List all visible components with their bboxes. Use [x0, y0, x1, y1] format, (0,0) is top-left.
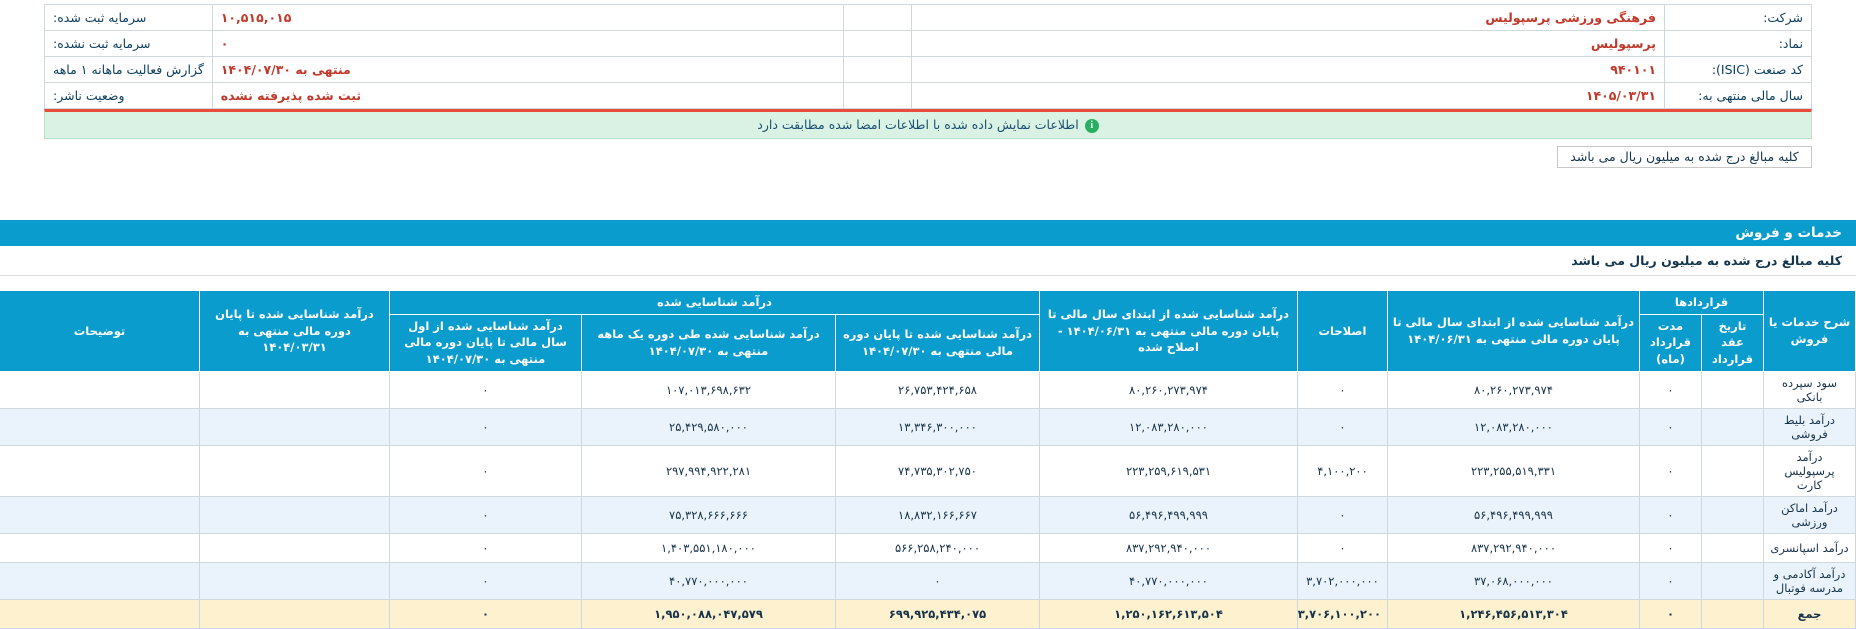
section-amount-unit-note: کلیه مبالغ درج شده به میلیون ریال می باشد — [0, 246, 1856, 276]
cell-total-prev-period-adj: ۱,۲۵۰,۱۶۲,۶۱۳,۵۰۴ — [1039, 599, 1297, 628]
table-row — [0, 496, 1856, 533]
cell-prev-period-adj: ۲۲۳,۲۵۹,۶۱۹,۵۳۱ — [1039, 445, 1297, 496]
cell-to-end-period: ۲۶,۷۵۳,۴۲۴,۶۵۸ — [835, 371, 1039, 408]
cell-prev-period-adj: ۱۲,۰۸۳,۲۸۰,۰۰۰ — [1039, 408, 1297, 445]
cell-total-to-end-period: ۶۹۹,۹۲۵,۴۳۴,۰۷۵ — [835, 599, 1039, 628]
cell-prev-period-adj: ۵۶,۴۹۶,۴۹۹,۹۹۹ — [1039, 496, 1297, 533]
cell-total-prev-year — [199, 599, 389, 628]
cell-month-period: ۲۵,۴۲۹,۵۸۰,۰۰۰ — [581, 408, 835, 445]
cell-prev-year — [199, 408, 389, 445]
company-value[interactable]: فرهنگی ورزشی پرسپولیس — [912, 5, 1665, 31]
table-total-row — [0, 599, 1856, 628]
cell-total-month-period: ۱,۹۵۰,۰۸۸,۰۴۷,۵۷۹ — [581, 599, 835, 628]
cell-from-start: ۰ — [389, 371, 581, 408]
cell-prev-year — [199, 445, 389, 496]
col-month-period: درآمد شناسایی شده طی دوره یک ماهه منتهی به ۱۴۰۴/۰۷/۳۰ — [581, 314, 835, 371]
info-row — [45, 31, 1812, 57]
fiscal-year-label: سال مالی منتهی به: — [1665, 83, 1812, 109]
cell-month-period: ۱,۴۰۳,۵۵۱,۱۸۰,۰۰۰ — [581, 533, 835, 562]
monthly-report-label: گزارش فعالیت ماهانه ۱ ماهه — [45, 57, 213, 83]
col-group-contracts: قراردادها — [1639, 291, 1763, 315]
cell-adjustments: ۰ — [1297, 496, 1387, 533]
issuer-status-label: وضعیت ناشر: — [45, 83, 213, 109]
cell-total-adjustments: ۳,۷۰۶,۱۰۰,۲۰۰ — [1297, 599, 1387, 628]
cell-contract-date — [1702, 408, 1764, 445]
cell-prev-year — [199, 533, 389, 562]
cell-prev-period-adj: ۴۰,۷۷۰,۰۰۰,۰۰۰ — [1039, 562, 1297, 599]
cell-to-end-period: ۱۳,۳۴۶,۳۰۰,۰۰۰ — [835, 408, 1039, 445]
company-info-block — [44, 4, 1812, 109]
cell-contract-date — [1702, 371, 1764, 408]
cell-total-from-start: ۰ — [389, 599, 581, 628]
table-row — [0, 445, 1856, 496]
cell-month-period: ۱۰۷,۰۱۳,۶۹۸,۶۳۲ — [581, 371, 835, 408]
cell-contract-len: ۰ — [1639, 496, 1701, 533]
cell-total-contract-len: ۰ — [1639, 599, 1701, 628]
cell-desc: درآمد آکادمی و مدرسه فوتبال — [1764, 562, 1856, 599]
info-row — [45, 5, 1812, 31]
col-contract-date: تاریخ عقد قرارداد — [1702, 314, 1764, 371]
section-title-services-sales: خدمات و فروش — [0, 220, 1856, 246]
cell-contract-len: ۰ — [1639, 533, 1701, 562]
cell-desc: درآمد اماکن ورزشی — [1764, 496, 1856, 533]
table-row — [0, 408, 1856, 445]
col-group-recognized: درآمد شناسایی شده — [389, 291, 1039, 315]
cell-prev-period: ۵۶,۴۹۶,۴۹۹,۹۹۹ — [1387, 496, 1639, 533]
cell-contract-len: ۰ — [1639, 562, 1701, 599]
cell-prev-period: ۲۲۳,۲۵۵,۵۱۹,۳۳۱ — [1387, 445, 1639, 496]
cell-desc: درآمد بلیط فروشی — [1764, 408, 1856, 445]
notice-text: اطلاعات نمایش داده شده با اطلاعات امضا شده مطابقت دارد — [757, 117, 1079, 132]
cell-to-end-period: ۷۴,۷۳۵,۳۰۲,۷۵۰ — [835, 445, 1039, 496]
cell-desc: درآمد پرسپولیس کارت — [1764, 445, 1856, 496]
amount-unit-note: کلیه مبالغ درج شده به میلیون ریال می باشد — [1557, 146, 1812, 168]
col-from-start: درآمد شناسایی شده از اول سال مالی تا پایان دوره مالی منتهی به ۱۴۰۴/۰۷/۳۰ — [389, 314, 581, 371]
col-prev-period-adjusted: درآمد شناسایی شده از ابتدای سال مالی تا پایان دوره مالی منتهی به ۱۴۰۴/۰۶/۳۱ - اصلاح شده — [1039, 291, 1297, 372]
cell-prev-year — [199, 562, 389, 599]
header-group-row — [0, 291, 1856, 315]
fiscal-year-value: ۱۴۰۵/۰۳/۳۱ — [912, 83, 1665, 109]
cell-contract-date — [1702, 496, 1764, 533]
spacer-cell — [843, 57, 911, 83]
cell-from-start: ۰ — [389, 533, 581, 562]
cell-from-start: ۰ — [389, 408, 581, 445]
cell-adjustments: ۰ — [1297, 533, 1387, 562]
cell-total-label: جمع — [1764, 599, 1856, 628]
col-notes: توضیحات — [0, 291, 199, 372]
cell-prev-year — [199, 371, 389, 408]
col-service-desc: شرح خدمات یا فروش — [1764, 291, 1856, 372]
cell-notes — [0, 533, 199, 562]
cell-contract-len: ۰ — [1639, 445, 1701, 496]
col-adjustments: اصلاحات — [1297, 291, 1387, 372]
issuer-status-value: ثبت شده پذیرفته نشده — [212, 83, 843, 109]
info-row — [45, 83, 1812, 109]
cell-from-start: ۰ — [389, 445, 581, 496]
cell-prev-period-adj: ۸۳۷,۲۹۲,۹۴۰,۰۰۰ — [1039, 533, 1297, 562]
period-end-value: منتهی به ۱۴۰۴/۰۷/۳۰ — [212, 57, 843, 83]
cell-prev-year — [199, 496, 389, 533]
cell-notes — [0, 562, 199, 599]
cell-notes — [0, 408, 199, 445]
cell-prev-period: ۳۷,۰۶۸,۰۰۰,۰۰۰ — [1387, 562, 1639, 599]
cell-month-period: ۷۵,۳۲۸,۶۶۶,۶۶۶ — [581, 496, 835, 533]
report-page — [0, 4, 1856, 621]
cell-from-start: ۰ — [389, 496, 581, 533]
symbol-value[interactable]: پرسپولیس — [912, 31, 1665, 57]
cell-desc: سود سپرده بانکی — [1764, 371, 1856, 408]
cell-prev-period: ۸۰,۲۶۰,۲۷۳,۹۷۴ — [1387, 371, 1639, 408]
cell-total-contract-date — [1702, 599, 1764, 628]
registered-capital-value: ۱۰,۵۱۵,۰۱۵ — [212, 5, 843, 31]
spacer-cell — [843, 31, 911, 57]
cell-prev-period: ۱۲,۰۸۳,۲۸۰,۰۰۰ — [1387, 408, 1639, 445]
symbol-label: نماد: — [1665, 31, 1812, 57]
cell-prev-period: ۸۳۷,۲۹۲,۹۴۰,۰۰۰ — [1387, 533, 1639, 562]
cell-adjustments: ۰ — [1297, 371, 1387, 408]
cell-contract-date — [1702, 562, 1764, 599]
unregistered-capital-value: ۰ — [212, 31, 843, 57]
company-info-table — [44, 4, 1812, 109]
cell-desc: درآمد اسپانسری — [1764, 533, 1856, 562]
table-row — [0, 533, 1856, 562]
cell-to-end-period: ۰ — [835, 562, 1039, 599]
col-contract-length: مدت قرارداد (ماه) — [1639, 314, 1701, 371]
cell-to-end-period: ۵۶۶,۲۵۸,۲۴۰,۰۰۰ — [835, 533, 1039, 562]
cell-total-prev-period: ۱,۲۴۶,۴۵۶,۵۱۳,۳۰۴ — [1387, 599, 1639, 628]
cell-month-period: ۴۰,۷۷۰,۰۰۰,۰۰۰ — [581, 562, 835, 599]
cell-contract-len: ۰ — [1639, 371, 1701, 408]
cell-adjustments: ۳,۷۰۲,۰۰۰,۰۰۰ — [1297, 562, 1387, 599]
revenue-table — [0, 290, 1856, 629]
cell-contract-date — [1702, 533, 1764, 562]
cell-notes — [0, 371, 199, 408]
company-label: شرکت: — [1665, 5, 1812, 31]
cell-contract-len: ۰ — [1639, 408, 1701, 445]
registered-capital-label: سرمایه ثبت شده: — [45, 5, 213, 31]
cell-notes — [0, 445, 199, 496]
cell-total-notes — [0, 599, 199, 628]
signature-match-notice — [44, 109, 1812, 139]
spacer-cell — [843, 83, 911, 109]
isic-value: ۹۴۰۱۰۱ — [912, 57, 1665, 83]
info-icon: i — [1085, 119, 1099, 133]
table-row — [0, 562, 1856, 599]
cell-prev-period-adj: ۸۰,۲۶۰,۲۷۳,۹۷۴ — [1039, 371, 1297, 408]
col-prev-period: درآمد شناسایی شده از ابتدای سال مالی تا پایان دوره مالی منتهی به ۱۴۰۴/۰۶/۳۱ — [1387, 291, 1639, 372]
cell-adjustments: ۴,۱۰۰,۲۰۰ — [1297, 445, 1387, 496]
table-row — [0, 371, 1856, 408]
isic-label: کد صنعت (ISIC): — [1665, 57, 1812, 83]
cell-adjustments: ۰ — [1297, 408, 1387, 445]
cell-contract-date — [1702, 445, 1764, 496]
cell-month-period: ۲۹۷,۹۹۴,۹۲۲,۲۸۱ — [581, 445, 835, 496]
unregistered-capital-label: سرمایه ثبت نشده: — [45, 31, 213, 57]
info-row — [45, 57, 1812, 83]
col-to-end-period: درآمد شناسایی شده تا پایان دوره مالی منتهی به ۱۴۰۴/۰۷/۳۰ — [835, 314, 1039, 371]
col-prev-year: درآمد شناسایی شده تا پایان دوره مالی منتهی به ۱۴۰۴/۰۳/۳۱ — [199, 291, 389, 372]
cell-from-start: ۰ — [389, 562, 581, 599]
cell-to-end-period: ۱۸,۸۳۲,۱۶۶,۶۶۷ — [835, 496, 1039, 533]
cell-notes — [0, 496, 199, 533]
spacer-cell — [843, 5, 911, 31]
